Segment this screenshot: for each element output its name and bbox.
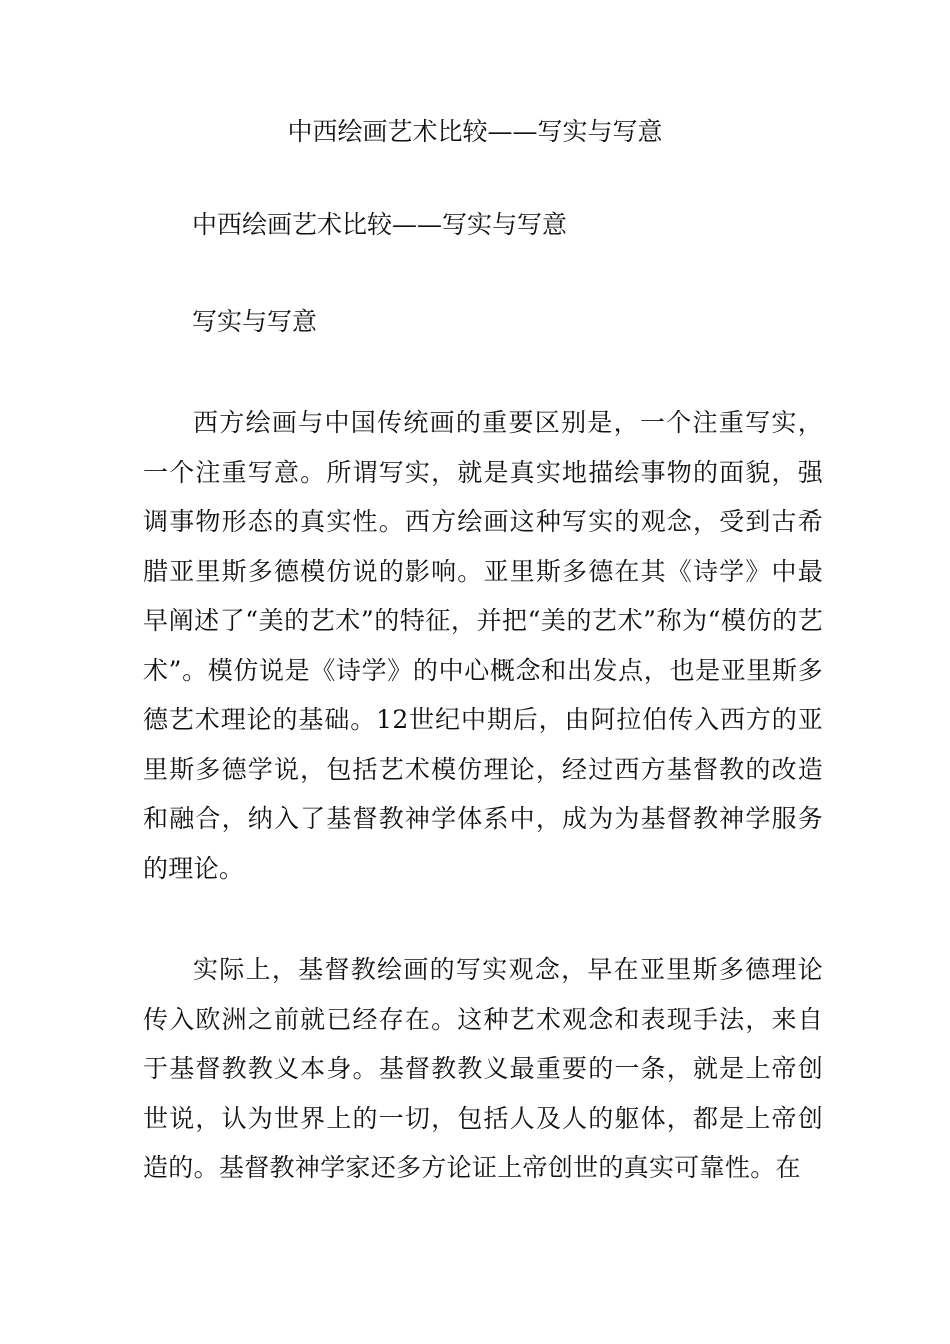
document-title: 中西绘画艺术比较——写实与写意 (287, 117, 663, 146)
paragraph-1: 西方绘画与中国传统画的重要区别是，一个注重写实，一个注重写意。所谓写实，就是真实地描绘事物的面貌，强调事物形态的真实性。西方绘画这种写实的观念，受到古希腊亚里斯多德模仿说的影响。亚里斯多德在其《诗学》中最早阐述了“美的艺术”的特征，并把“美的艺术”称为“模仿的艺术”。模仿说是《诗学》的中心概念和出发点，也是亚里斯多德艺术理论的基础。12世纪中期后，由阿拉伯传入西方的亚里斯多德学说，包括艺术模仿理论，经过西方基督教的改造和融合，纳入了基督教神学体系中，成为为基督教神学服务的理论。 (143, 408, 823, 883)
document-subtitle: 中西绘画艺术比较——写实与写意 (192, 210, 568, 239)
section-heading: 写实与写意 (192, 307, 318, 336)
paragraph-2: 实际上，基督教绘画的写实观念，早在亚里斯多德理论传入欧洲之前就已经存在。这种艺术观念和表现手法，来自于基督教教义本身。基督教教义最重要的一条，就是上帝创世说，认为世界上的一切，包括人及人的躯体，都是上帝创造的。基督教神学家还多方论证上帝创世的真实可靠性。在 (143, 955, 823, 1182)
